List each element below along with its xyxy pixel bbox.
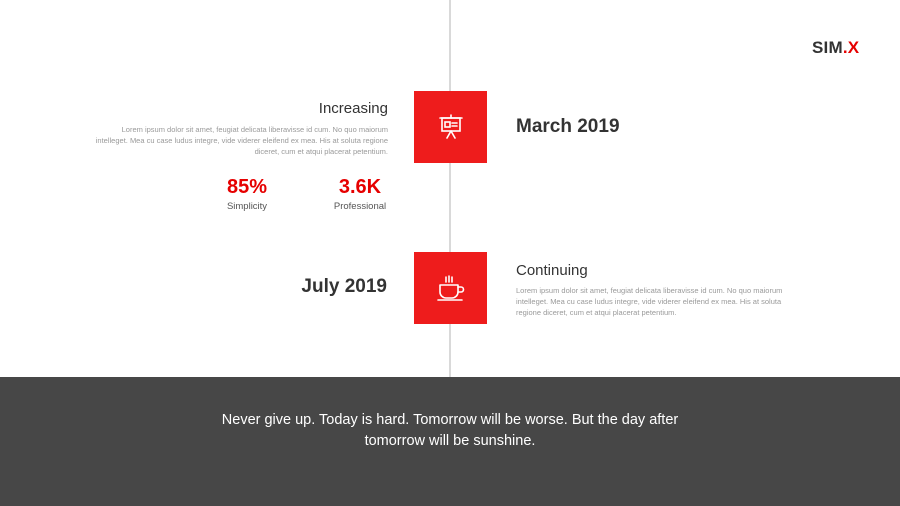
brand-logo [812,38,859,58]
coffee-cup-icon [436,274,466,302]
quote-text: Never give up. Today is hard. Tomorrow will be worse. But the day after tomorrow will be sunshine. [221,412,679,449]
logo-text: SIM [812,38,843,57]
item1-description: Lorem ipsum dolor sit amet, feugiat delicata liberavisse id cum. No quo maiorum intelleget. Mea cu case ludus integre, vide viderer eleifend ex mea. His at soluta regione diceret, cum et atqui placerat petentium. [95,125,388,156]
item1-heading: Increasing [318,100,388,117]
logo-accent: .X [842,38,860,57]
item2-date: July 2019 [301,276,387,297]
item1-date: March 2019 [516,116,620,137]
stat-value: 3.6K [338,176,382,198]
item2-description: Lorem ipsum dolor sit amet, feugiat delicata liberavisse id cum. No quo maiorum intelleget. Mea cu case ludus integre, vide viderer eleifend ex mea. His at soluta regione diceret, cum et atqui placerat petentium. [516,286,783,317]
stat-label: Simplicity [226,201,268,212]
milestone-icon-box [414,91,487,163]
stat-value: 85% [226,176,268,198]
item2-heading: Continuing [516,262,588,279]
stat-simplicity [220,176,274,212]
stat-label: Professional [333,201,387,212]
stat-professional [330,176,390,212]
milestone-icon-box [414,252,487,324]
presentation-board-icon [437,113,465,141]
